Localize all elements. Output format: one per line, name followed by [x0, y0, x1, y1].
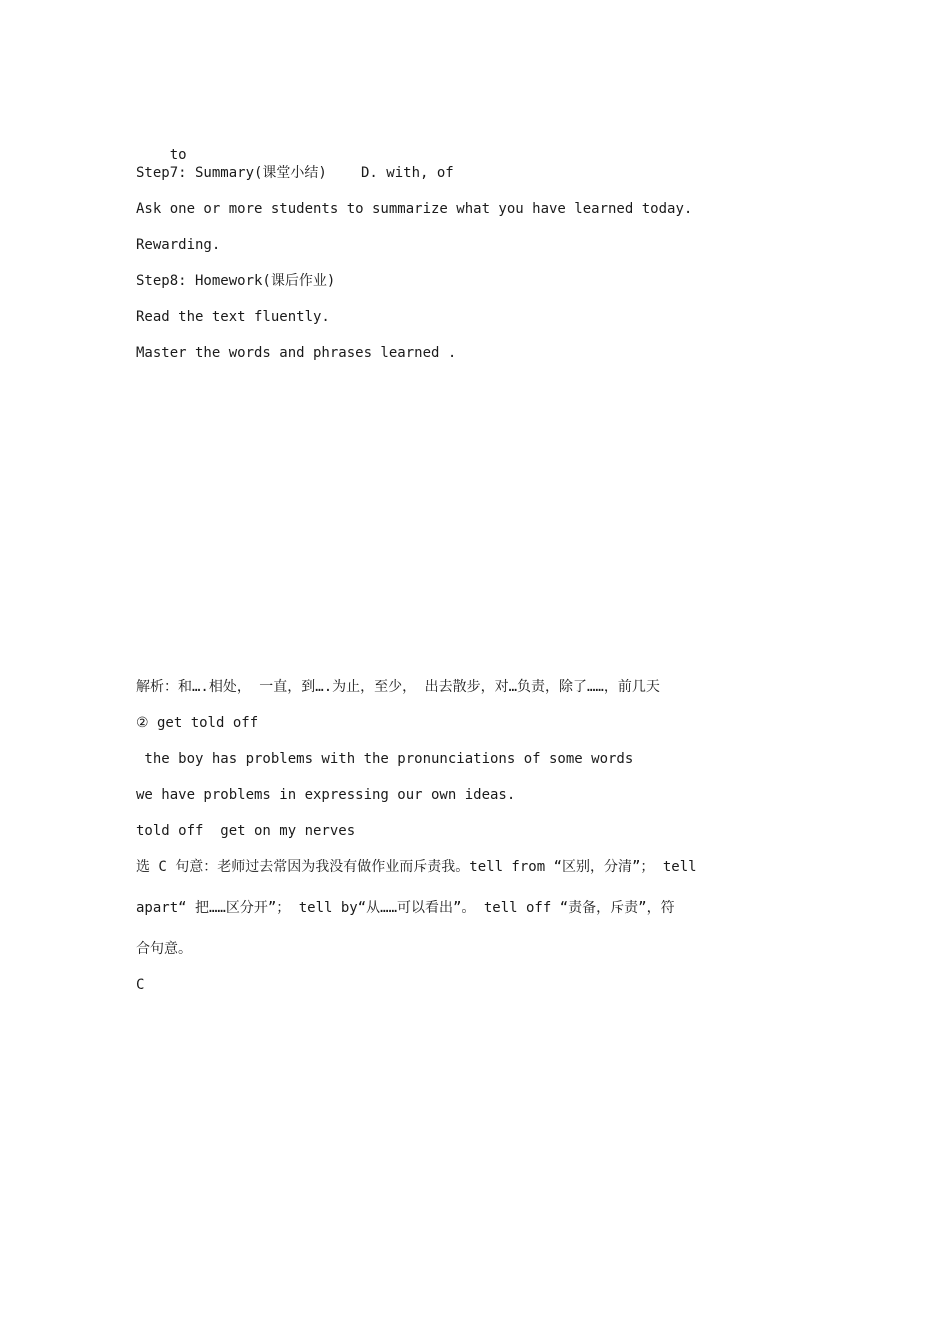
final-answer: C	[136, 977, 145, 993]
explanation-line-3: 合句意。	[136, 941, 192, 957]
analysis-item-2: ② get told off	[136, 715, 259, 731]
phrase-answers: told off get on my nerves	[136, 823, 356, 839]
example-sentence-2: we have problems in expressing our own ideas.	[136, 787, 516, 803]
step7-heading: Step7: Summary(课堂小结)	[136, 165, 327, 181]
step7-instruction: Ask one or more students to summarize what you have learned today.	[136, 201, 693, 217]
explanation-line-1: 选 C 句意：老师过去常因为我没有做作业而斥责我。tell from “区别，分清”； tell	[136, 859, 697, 875]
option-d: D. with, of	[361, 165, 454, 181]
step8-task-read: Read the text fluently.	[136, 309, 330, 325]
analysis-line: 解析：和….相处， 一直，到….为止，至少， 出去散步，对…负责，除了……，前几天	[136, 679, 660, 695]
explanation-line-2: apart“ 把……区分开”； tell by“从……可以看出”。 tell off “责备，斥责”，符	[136, 900, 675, 916]
option-row-left: to	[169, 147, 187, 163]
step8-task-master: Master the words and phrases learned .	[136, 345, 457, 361]
example-sentence-1: the boy has problems with the pronunciations of some words	[136, 751, 634, 767]
step8-heading: Step8: Homework(课后作业)	[136, 273, 336, 289]
step7-rewarding: Rewarding.	[136, 237, 221, 253]
